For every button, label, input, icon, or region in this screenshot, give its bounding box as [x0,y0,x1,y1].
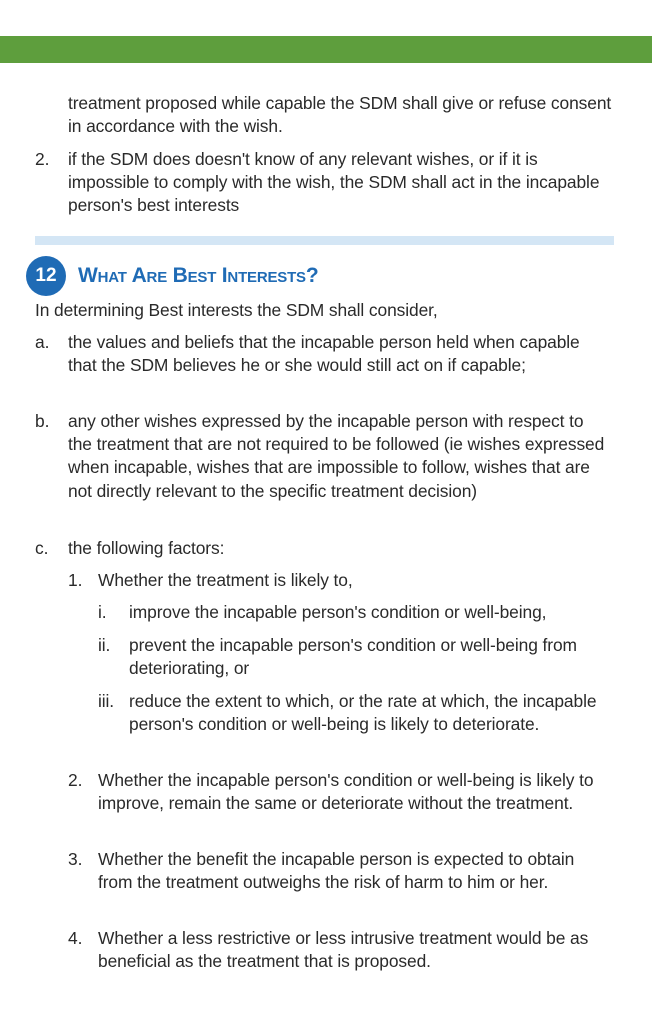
section-number-badge: 12 [26,256,66,296]
list-item-text: Whether the benefit the incapable person is expected to obtain from the treatment outweighs the risk of harm to him or her. [98,849,575,893]
continued-paragraph: treatment proposed while capable the SDM shall give or refuse consent in accordance with the wish. [68,93,612,137]
list-item-a [35,331,610,377]
list-item-c [35,537,610,560]
list-marker: b. [35,411,50,431]
list-item-text: any other wishes expressed by the incapable person with respect to the treatment that are not required to be followed (ie wishes expressed when incapable, wishes that are impossible to follow, wishes that are not directly relevant to the specific treatment decision) [68,411,605,501]
list-item-text: improve the incapable person's condition or well-being, [129,602,547,622]
list-marker: 1. [68,570,83,590]
section-divider [35,236,614,245]
factor-item-4 [68,927,618,973]
list-marker: i. [98,602,107,622]
list-item-text: reduce the extent to which, or the rate at which, the incapable person's condition or well-being is likely to deteriorate. [129,691,597,735]
list-marker: 2. [68,770,83,790]
subfactor-item-i [98,601,623,624]
factor-item-1 [68,569,613,592]
list-item-text: Whether the treatment is likely to, [98,570,353,590]
header-color-band [0,36,652,63]
list-marker: c. [35,538,49,558]
list-item-text: Whether the incapable person's condition or well-being is likely to improve, remain the same or deteriorate without the treatment. [98,770,594,814]
section-heading: What Are Best Interests? [78,264,319,287]
list-item-b [35,410,610,503]
list-marker: 4. [68,928,83,948]
list-marker: 2. [35,149,50,169]
subfactor-item-ii [98,634,608,680]
list-marker: 3. [68,849,83,869]
subfactor-item-iii [98,690,598,736]
list-item-text: if the SDM does doesn't know of any relevant wishes, or if it is impossible to comply with the wish, the SDM shall act in the incapable person's best interests [68,149,600,216]
list-marker: iii. [98,691,115,711]
list-item-text: the following factors: [68,538,225,558]
list-item-2 [35,148,620,218]
factor-item-3 [68,848,598,894]
list-item-text: prevent the incapable person's condition or well-being from deteriorating, or [129,635,577,679]
list-item-text: Whether a less restrictive or less intrusive treatment would be as beneficial as the treatment that is proposed. [98,928,589,972]
section-intro: In determining Best interests the SDM shall consider, [35,300,438,320]
list-marker: a. [35,332,50,352]
factor-item-2 [68,769,613,815]
list-marker: ii. [98,635,111,655]
list-item-text: the values and beliefs that the incapable person held when capable that the SDM believes he or she would still act on if capable; [68,332,580,376]
